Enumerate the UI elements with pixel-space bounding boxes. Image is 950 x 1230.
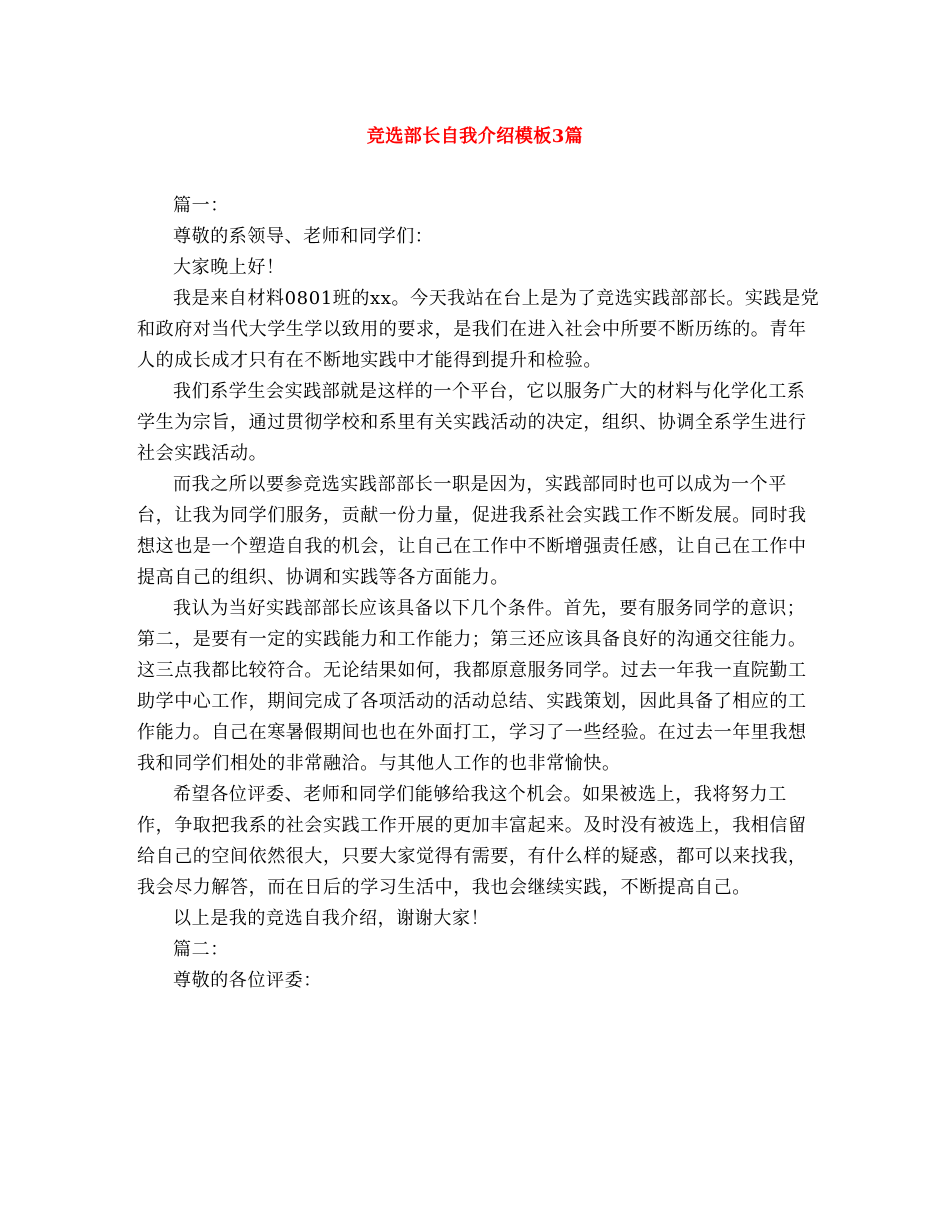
- paragraph-salutation: 尊敬的系领导、老师和同学们：: [173, 226, 434, 247]
- paragraph-motivation: 而我之所以要参竞选实践部部长一职是因为，实践部同时也可以成为一个平台，让我为同学们服务，贡献一份力量，促进我系社会实践工作不断发展。同时我想这也是一个塑造自我的机会，让自己在工作中不断增强责任感，让自己在工作中提高自己的组织、协调和实践等各方面能力。: [137, 474, 807, 588]
- paragraph-greeting: 大家晚上好！: [173, 257, 285, 278]
- paragraph-section-two-salutation: 尊敬的各位评委：: [173, 970, 322, 991]
- paragraph-request: 希望各位评委、老师和同学们能够给我这个机会。如果被选上，我将努力工作，争取把我系的社会实践工作开展的更加丰富起来。及时没有被选上，我相信留给自己的空间依然很大，只要大家觉得有需要，有什么样的疑惑，都可以来找我，我会尽力解答，而在日后的学习生活中，我也会继续实践，不断提高自己。: [137, 784, 807, 898]
- paragraph-department-description: 我们系学生会实践部就是这样的一个平台，它以服务广大的材料与化学化工系学生为宗旨，通过贯彻学校和系里有关实践活动的决定，组织、协调全系学生进行社会实践活动。: [137, 381, 807, 464]
- paragraph-introduction: 我是来自材料0801班的xx。今天我站在台上是为了竞选实践部部长。实践是党和政府对当代大学生学以致用的要求，是我们在进入社会中所要不断历练的。青年人的成长成才只有在不断地实践中才能得到提升和检验。: [137, 288, 820, 371]
- document-body: [137, 190, 823, 996]
- paragraph-section-one-heading: 篇一：: [173, 195, 229, 216]
- document-title: 竞选部长自我介绍模板3篇: [366, 126, 584, 147]
- paragraph-qualifications: 我认为当好实践部部长应该具备以下几个条件。首先，要有服务同学的意识；第二，是要有一定的实践能力和工作能力；第三还应该具备良好的沟通交往能力。这三点我都比较符合。无论结果如何，我都原意服务同学。过去一年我一直院勤工助学中心工作，期间完成了各项活动的活动总结、实践策划，因此具备了相应的工作能力。自己在寒暑假期间也也在外面打工，学习了一些经验。在过去一年里我想我和同学们相处的非常融洽。与其他人工作的也非常愉快。: [137, 598, 807, 774]
- paragraph-closing: 以上是我的竞选自我介绍，谢谢大家！: [173, 908, 490, 929]
- paragraph-section-two-heading: 篇二：: [173, 939, 229, 960]
